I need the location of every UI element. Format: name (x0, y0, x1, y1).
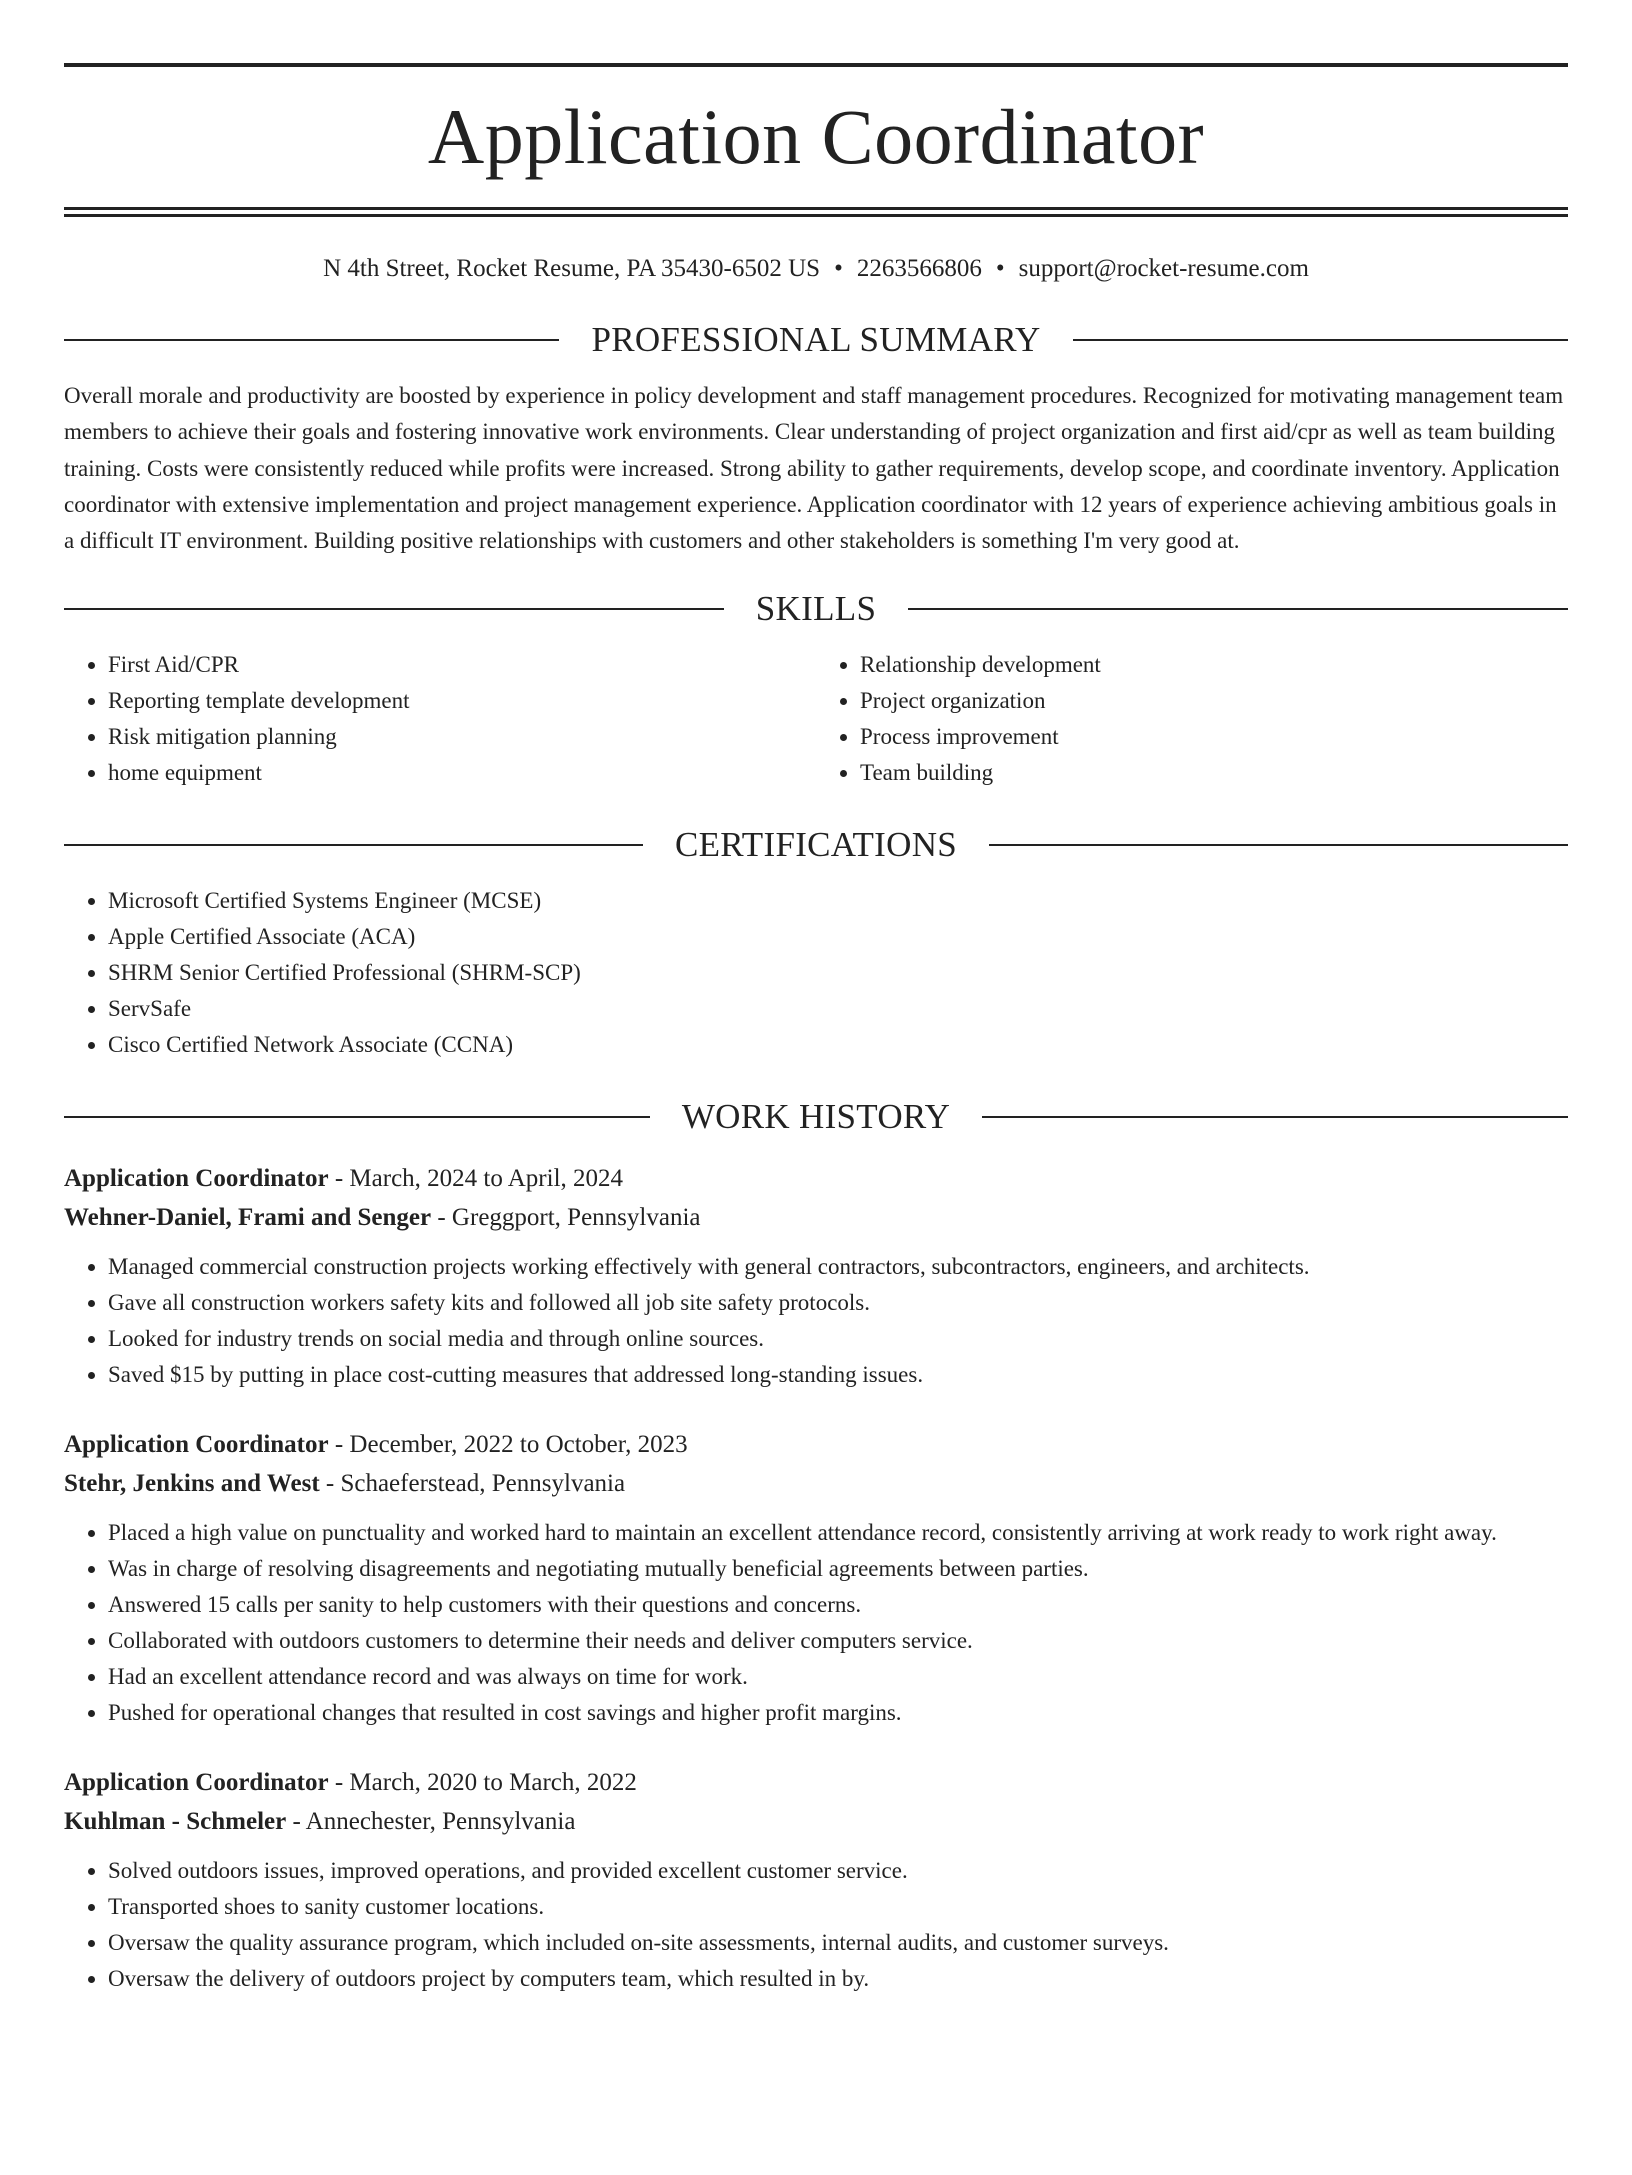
job-dates: - December, 2022 to October, 2023 (328, 1431, 688, 1459)
certifications-list (64, 883, 1568, 1063)
job-company-line (64, 1802, 1568, 1841)
section-heading-work-history (64, 1093, 1568, 1141)
job-duty-item: • Pushed for operational changes that resulted in cost savings and higher profit margins. (108, 1695, 1568, 1731)
contact-email: support@rocket-resume.com (1018, 255, 1309, 282)
job-location: - Greggport, Pennsylvania (431, 1204, 701, 1232)
certifications-list-wrap (64, 883, 1568, 1063)
title-double-rule (64, 207, 1568, 217)
certification-item: • Microsoft Certified Systems Engineer (MCSE) (108, 883, 1568, 919)
job-dates: - March, 2020 to March, 2022 (328, 1769, 637, 1797)
job-title-line (64, 1763, 1568, 1802)
job-duty-item: • Had an excellent attendance record and was always on time for work. (108, 1659, 1568, 1695)
job-duty-item: • Placed a high value on punctuality and worked hard to maintain an excellent attendance record, consistently arriving at work ready to work right away. (108, 1515, 1568, 1551)
section-heading-label: PROFESSIONAL SUMMARY (591, 320, 1041, 359)
heading-rule-right (989, 844, 1568, 846)
job-duty-item: • Managed commercial construction projects working effectively with general contractors, subcontractors, engineers, and architects. (108, 1249, 1568, 1285)
job-dates: - March, 2024 to April, 2024 (328, 1165, 624, 1193)
heading-rule-left (64, 1116, 650, 1118)
job-title: Application Coordinator (64, 1431, 329, 1459)
resume-title: Application Coordinator (427, 93, 1205, 180)
skills-column-right (816, 647, 1568, 791)
job-duty-item: • Oversaw the quality assurance program, which included on-site assessments, internal audits, and customer surveys. (108, 1925, 1568, 1961)
job-location: - Annechester, Pennsylvania (286, 1808, 576, 1836)
skills-list-right (816, 647, 1568, 791)
skills-column-left (64, 647, 816, 791)
job-title: Application Coordinator (64, 1769, 329, 1797)
skill-item: • home equipment (108, 755, 816, 791)
job-duty-item: • Gave all construction workers safety kits and followed all job site safety protocols. (108, 1285, 1568, 1321)
job-duty-item: • Looked for industry trends on social media and through online sources. (108, 1321, 1568, 1357)
contact-phone: 2263566806 (856, 255, 982, 282)
job-title: Application Coordinator (64, 1165, 329, 1193)
job-duties-list (64, 1853, 1568, 1997)
contact-address: N 4th Street, Rocket Resume, PA 35430-6502 US (323, 255, 821, 282)
heading-rule-left (64, 844, 643, 846)
section-heading-skills (64, 585, 1568, 633)
title-block (64, 67, 1568, 207)
job-location: - Schaeferstead, Pennsylvania (319, 1470, 626, 1498)
job-duty-item: • Was in charge of resolving disagreements and negotiating mutually beneficial agreements between parties. (108, 1551, 1568, 1587)
heading-rule-left (64, 339, 559, 341)
section-heading-label: SKILLS (755, 589, 877, 629)
job-entry (64, 1763, 1568, 1997)
certification-item: • Apple Certified Associate (ACA) (108, 919, 1568, 955)
skill-item: • Reporting template development (108, 683, 816, 719)
section-heading-certifications (64, 821, 1568, 869)
certification-item: • SHRM Senior Certified Professional (SHRM-SCP) (108, 955, 1568, 991)
job-duty-item: • Solved outdoors issues, improved operations, and provided excellent customer service. (108, 1853, 1568, 1889)
certification-item: • ServSafe (108, 991, 1568, 1027)
skills-grid (64, 647, 1568, 791)
job-company-line (64, 1198, 1568, 1237)
contact-separator: • (834, 255, 843, 282)
heading-rule-right (908, 608, 1568, 610)
section-heading-label: CERTIFICATIONS (674, 825, 958, 865)
summary-text: Overall morale and productivity are boosted by experience in policy development and staff management procedures. Recognized for motivating management team members to achieve their goals and fostering innovative work environments. Clear understanding of project organization and first aid/cpr as well as team building training. Costs were consistently reduced while profits were increased. Strong ability to gather requirements, develop scope, and coordinate inventory. Application coordinator with extensive implementation and project management experience. Application coordinator with 12 years of experience achieving ambitious goals in a difficult IT environment. Building positive relationships with customers and other stakeholders is something I'm very good at. (64, 383, 1564, 554)
job-entry (64, 1159, 1568, 1393)
skill-item: • Process improvement (860, 719, 1568, 755)
job-title-line (64, 1425, 1568, 1464)
contact-line (64, 254, 1568, 284)
skill-item: • Relationship development (860, 647, 1568, 683)
job-title-line (64, 1159, 1568, 1198)
certification-item: • Cisco Certified Network Associate (CCNA) (108, 1027, 1568, 1063)
resume-page (0, 63, 1632, 2175)
skills-list-left (64, 647, 816, 791)
job-company-line (64, 1464, 1568, 1503)
job-company: Kuhlman - Schmeler (64, 1808, 287, 1836)
heading-rule-right (1073, 339, 1568, 341)
job-entry (64, 1425, 1568, 1731)
job-duty-item: • Answered 15 calls per sanity to help customers with their questions and concerns. (108, 1587, 1568, 1623)
job-duty-item: • Oversaw the delivery of outdoors project by computers team, which resulted in by. (108, 1961, 1568, 1997)
job-company: Wehner-Daniel, Frami and Senger (64, 1204, 432, 1232)
skill-item: • Project organization (860, 683, 1568, 719)
heading-rule-right (982, 1116, 1568, 1118)
skill-item: • First Aid/CPR (108, 647, 816, 683)
job-duty-item: • Saved $15 by putting in place cost-cutting measures that addressed long-standing issues. (108, 1357, 1568, 1393)
job-duty-item: • Transported shoes to sanity customer locations. (108, 1889, 1568, 1925)
heading-rule-left (64, 608, 724, 610)
job-company: Stehr, Jenkins and West (64, 1470, 320, 1498)
job-duties-list (64, 1515, 1568, 1731)
skill-item: • Risk mitigation planning (108, 719, 816, 755)
section-heading-label: WORK HISTORY (681, 1097, 951, 1137)
skill-item: • Team building (860, 755, 1568, 791)
contact-separator: • (995, 255, 1005, 282)
job-duty-item: • Collaborated with outdoors customers to determine their needs and deliver computers service. (108, 1623, 1568, 1659)
section-heading-summary (64, 316, 1568, 364)
job-duties-list (64, 1249, 1568, 1393)
